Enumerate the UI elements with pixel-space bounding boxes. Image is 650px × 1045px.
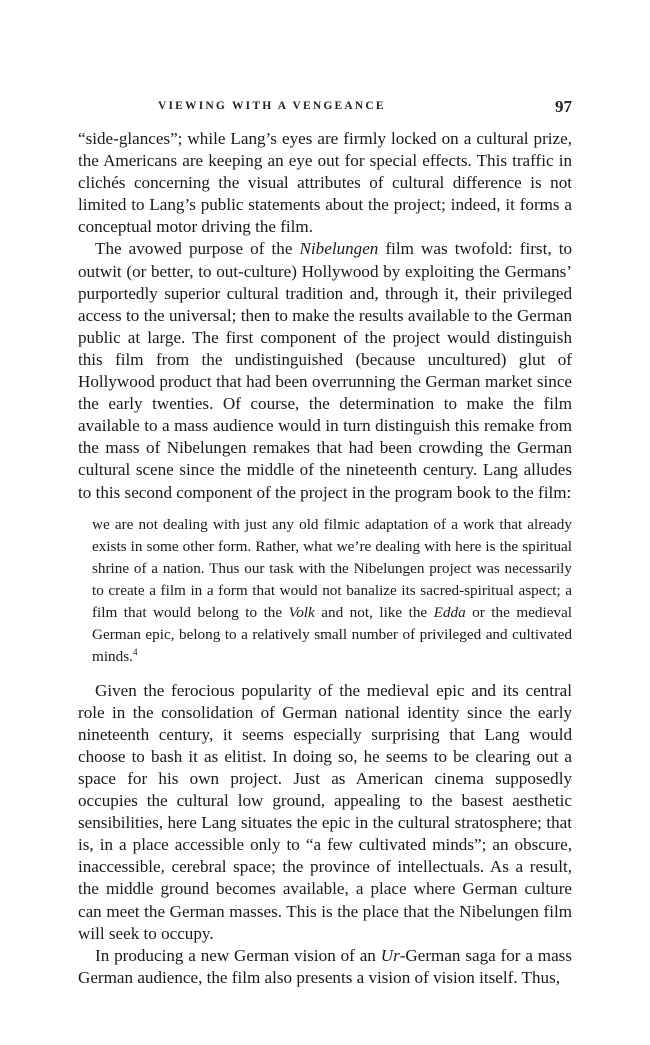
block-quote — [92, 514, 572, 668]
paragraph-2-text-b: film was twofold: first, to outwit (or better, to out-culture) Hollywood by exploiting the Germans’ purportedly superior cultural tradition and, through it, their privileged access to the universal; then to make the results available to the German public at large. The first component of the project would distinguish this film from the undistinguished (because uncultured) glut of Hollywood product that had been overrunning the German market since the early twenties. Of course, the determination to make the film available to a mass audience would in turn distinguish this remake from the mass of Nibelungen remakes that had been crowding the German cultural scene since the middle of the nineteenth century. Lang alludes to this second component of the project in the program book to the film: — [78, 239, 572, 502]
paragraph-3: Given the ferocious popularity of the medieval epic and its central role in the consolidation of German national identity since the early nineteenth century, it seems especially surprising that Lang would choose to bash it as elitist. In doing so, he seems to be clearing out a space for his own project. Just as American cinema supposedly occupies the cultural low ground, appealing to the basest aesthetic sensibilities, here Lang situates the epic in the cultural stratosphere; that is, in a place accessible only to “a few cultivated minds”; an obscure, inaccessible, cerebral space; the province of intellectuals. As a result, the middle ground becomes available, a place where German culture can meet the German masses. This is the place that the Nibelungen film will seek to occupy. — [78, 680, 572, 943]
paragraph-2 — [78, 238, 572, 503]
body-text — [78, 128, 572, 989]
quote-term-edda: Edda — [433, 603, 466, 621]
page-number: 97 — [555, 97, 572, 116]
prefix-ur: Ur — [380, 945, 400, 965]
paragraph-1: “side-glances”; while Lang’s eyes are firmly locked on a cultural prize, the Americans are keeping an eye out for special effects. This traffic in clichés concerning the visual attributes of cultural difference is not limited to Lang’s public statements about the project; indeed, it forms a conceptual motor driving the film. — [78, 129, 572, 237]
quote-term-volk: Volk — [288, 603, 315, 621]
paragraph-4-text-b: -German saga for a mass German audience, the film also presents a vision of vision itself. Thus, — [78, 945, 572, 987]
paragraph-4-text-a: In producing a new German vision of an — [95, 945, 381, 965]
paragraph-4 — [78, 945, 572, 989]
film-title-nibelungen: Nibelungen — [299, 239, 379, 259]
running-header: VIEWING WITH A VENGEANCE — [158, 100, 386, 112]
quote-text-b: and not, like the — [314, 603, 434, 621]
paragraph-2-text-a: The avowed purpose of the — [95, 239, 300, 259]
footnote-marker: 4 — [132, 646, 138, 657]
quote-text-c: or the medieval German epic, belong to a relatively small number of privileged and cultivated minds. — [92, 603, 572, 665]
quote-text-a: we are not dealing with just any old filmic adaptation of a work that already exists in some other form. Rather, what we’re dealing with here is the spiritual shrine of a nation. Thus our task with the Nibelungen project was necessarily to create a film in a form that would not banalize its sacred-spiritual aspect; a film that would belong to the — [92, 515, 572, 621]
